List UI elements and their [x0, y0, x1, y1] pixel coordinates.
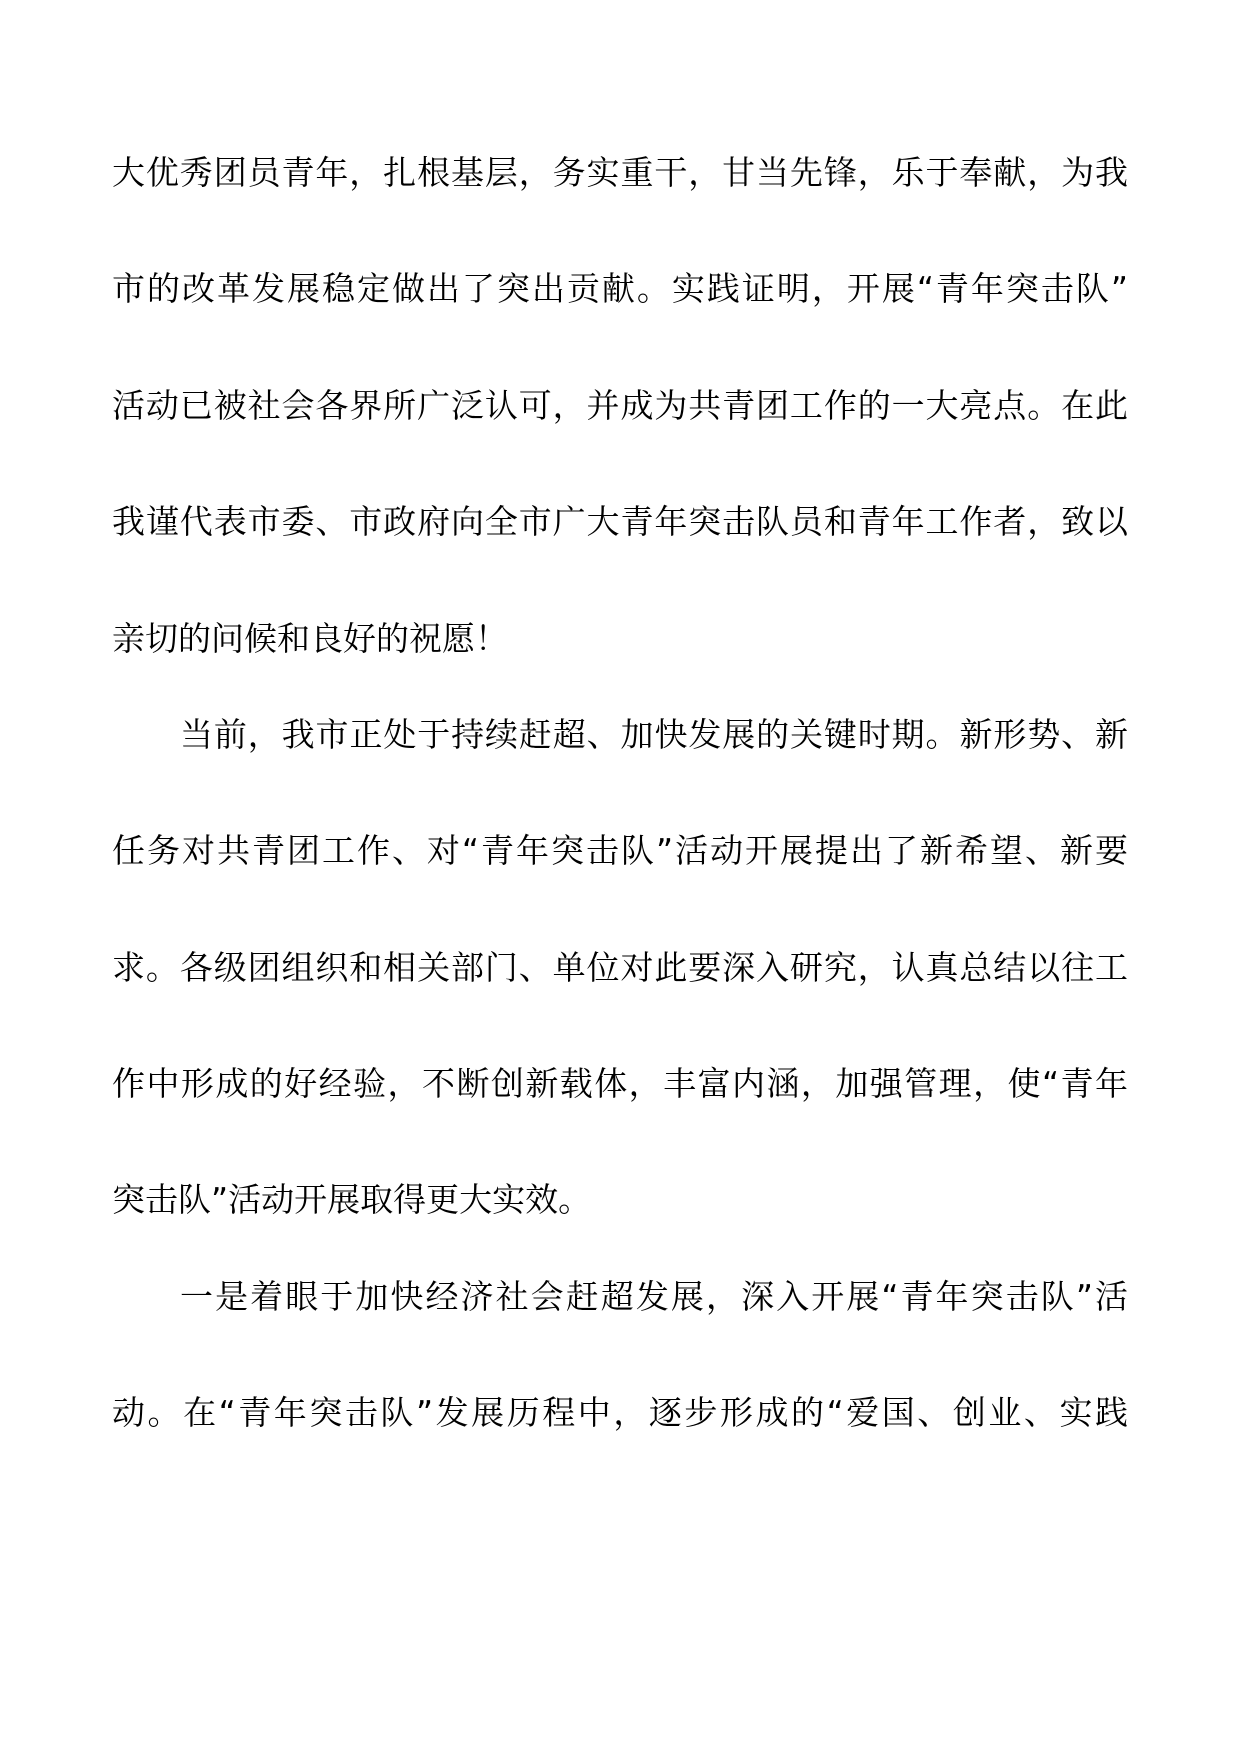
text-line: 活动已被社会各界所广泛认可，并成为共青团工作的一大亮点。在此 — [112, 386, 1128, 425]
text-line: 求。各级团组织和相关部门、单位对此要深入研究，认真总结以往工 — [112, 948, 1128, 987]
text-line: 作中形成的好经验，不断创新载体，丰富内涵，加强管理，使“青年 — [112, 1064, 1128, 1103]
text-line: 任务对共青团工作、对“青年突击队”活动开展提出了新希望、新要 — [112, 831, 1128, 870]
text-line: 大优秀团员青年，扎根基层，务实重干，甘当先锋，乐于奉献，为我 — [112, 153, 1128, 192]
text-line: 动。在“青年突击队”发展历程中，逐步形成的“爱国、创业、实践 — [112, 1393, 1128, 1432]
paragraph-start-line: 一是着眼于加快经济社会赶超发展，深入开展“青年突击队”活 — [180, 1277, 1128, 1316]
paragraph-start-line: 当前，我市正处于持续赶超、加快发展的关键时期。新形势、新 — [180, 715, 1128, 754]
text-line: 我谨代表市委、市政府向全市广大青年突击队员和青年工作者，致以 — [112, 502, 1128, 541]
text-line: 市的改革发展稳定做出了突出贡献。实践证明，开展“青年突击队” — [112, 269, 1128, 308]
text-line: 突击队”活动开展取得更大实效。 — [112, 1180, 592, 1219]
text-line: 亲切的问候和良好的祝愿！ — [112, 619, 508, 658]
